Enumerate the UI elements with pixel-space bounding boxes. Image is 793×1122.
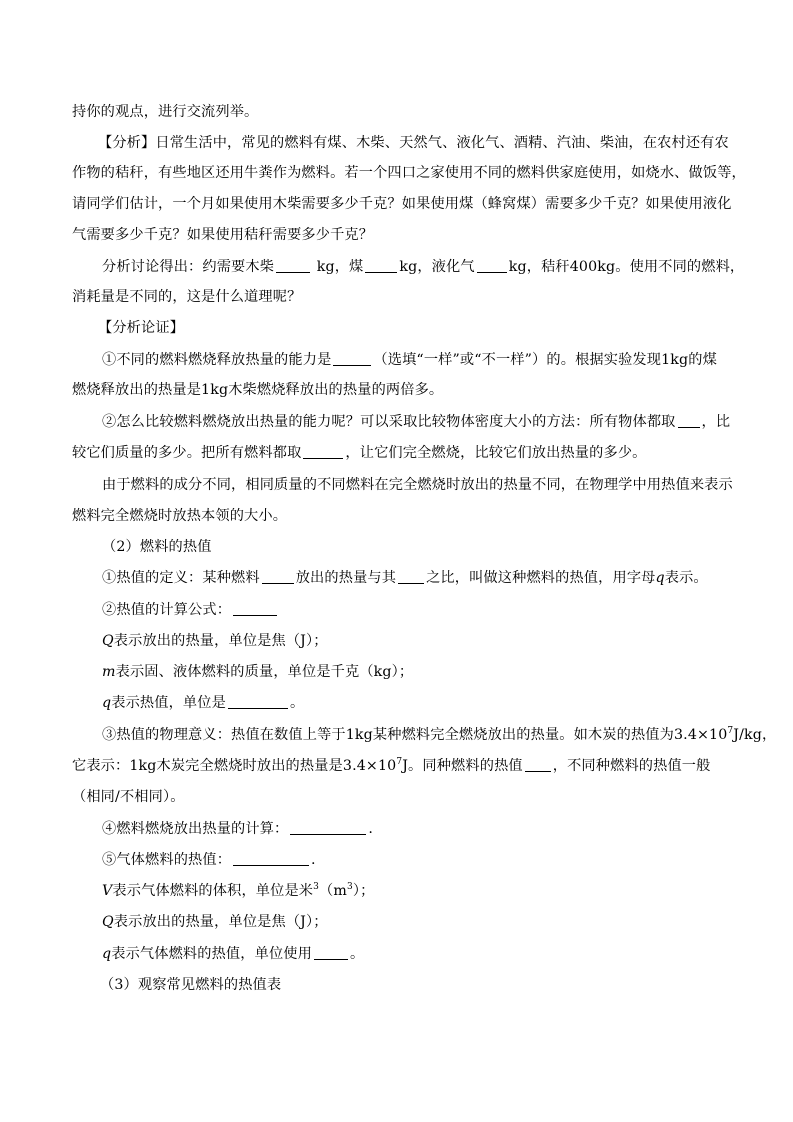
section-heading: 【分析论证】: [98, 320, 185, 336]
text-line: 它表示：1kg木炭完全燃烧时放出的热量是$3.4\times 10^7J$。同种燃料的热值 ，不同种燃料的热值一般: [72, 757, 711, 774]
text-line: 请同学们估计，一个月如果使用木柴需要多少千克？如果使用煤（蜂窝煤）需要多少千克？如果使用液化: [72, 196, 732, 212]
section-heading: （3）观察常见燃料的热值表: [100, 977, 282, 993]
text-line: q表示热值，单位是 。: [102, 695, 305, 711]
fill-blank[interactable]: [290, 819, 366, 835]
text-line: 持你的观点，进行交流列举。: [72, 104, 259, 120]
fill-blank[interactable]: [525, 756, 551, 772]
text-line: 气需要多少千克？如果使用秸秆需要多少千克？: [72, 227, 374, 243]
fill-blank[interactable]: [233, 850, 309, 866]
fill-blank[interactable]: [365, 257, 397, 273]
fill-blank[interactable]: [228, 693, 288, 709]
text-line: ①热值的定义：某种燃料 放出的热量与其 之比，叫做这种燃料的热值，用字母q表示。: [102, 570, 708, 586]
fill-blank[interactable]: [678, 412, 700, 428]
section-heading: （2）燃料的热值: [102, 539, 212, 555]
text-line: ④燃料燃烧放出热量的计算： .: [102, 821, 374, 837]
text-line: Q表示放出的热量，单位是焦（J）；: [102, 633, 328, 649]
text-line: ⑤气体燃料的热值： .: [102, 852, 316, 868]
text-line: ①不同的燃料燃烧释放热量的能力是 （选填“一样”或“不一样”）的。根据实验发现1kg的煤: [102, 352, 717, 368]
text-line: m表示固、液体燃料的质量，单位是千克（kg）；: [102, 664, 414, 680]
text-line: ②热值的计算公式：: [102, 600, 279, 620]
text-line: ③热值的物理意义：热值在数值上等于1kg某种燃料完全燃烧放出的热量。如木炭的热值为$3.4\times 10^7J/kg$，: [102, 726, 777, 743]
fill-blank[interactable]: [262, 568, 294, 584]
text-line: 作物的秸秆，有些地区还用牛粪作为燃料。若一个四口之家使用不同的燃料供家庭使用，如烧水、做饭等，: [72, 165, 746, 181]
text-line: 燃料完全燃烧时放热本领的大小。: [72, 508, 288, 524]
text-line: 消耗量是不同的，这是什么道理呢？: [72, 289, 302, 305]
text-line: 较它们质量的多少。把所有燃料都取 ，让它们完全燃烧，比较它们放出热量的多少。: [72, 445, 647, 461]
text-line: Q表示放出的热量，单位是焦（J）；: [102, 914, 328, 930]
text-line: 由于燃料的成分不同，相同质量的不同燃料在完全燃烧时放出的热量不同，在物理学中用热值来表示: [102, 477, 733, 493]
text-line: q表示气体燃料的热值，单位使用 。: [102, 946, 365, 962]
text-line: （相同/不相同）。: [72, 789, 185, 805]
fill-blank[interactable]: [233, 600, 277, 616]
text-line: 燃烧释放出的热量是1kg木柴燃烧释放出的热量的两倍多。: [72, 382, 444, 398]
fill-blank[interactable]: [477, 257, 507, 273]
fill-blank[interactable]: [276, 257, 310, 273]
text-line: 【分析】日常生活中，常见的燃料有煤、木柴、天然气、液化气、酒精、汽油、柴油，在农村还有农: [98, 135, 729, 151]
text-line: ②怎么比较燃料燃烧放出热量的能力呢？可以采取比较物体密度大小的方法：所有物体都取 ，比: [102, 414, 731, 430]
fill-blank[interactable]: [333, 350, 371, 366]
fill-blank[interactable]: [398, 568, 424, 584]
fill-blank[interactable]: [314, 944, 348, 960]
text-line: 分析讨论得出：约需要木柴 kg，煤 kg，液化气 kg，秸秆400kg。使用不同的燃料，: [102, 259, 745, 275]
text-line: V表示气体燃料的体积，单位是米$^3(m^3)$；: [102, 882, 375, 899]
fill-blank[interactable]: [303, 443, 343, 459]
